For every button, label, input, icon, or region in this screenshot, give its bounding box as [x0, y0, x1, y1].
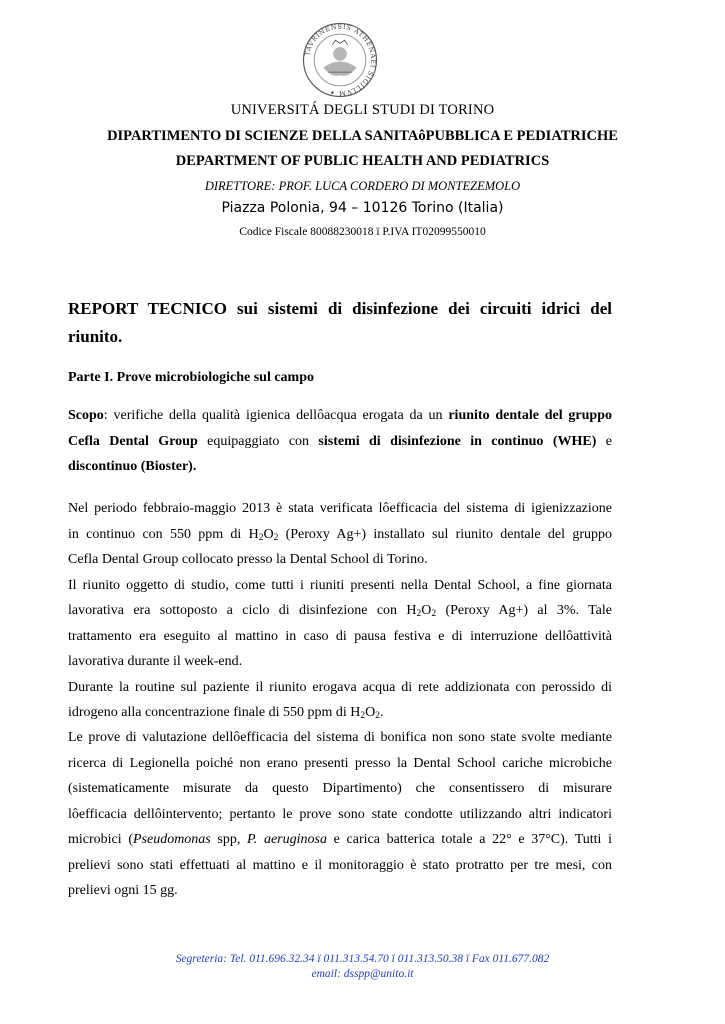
- subscript: 2: [416, 609, 422, 619]
- text-run: idrogeno alla concentrazione finale di 550 ppm di H: [68, 705, 361, 720]
- text-run: O: [365, 705, 376, 720]
- text-run: .: [379, 705, 384, 720]
- text-line: lavorativa durante il week-end.: [68, 654, 243, 669]
- italic-run: Pseudomonas: [132, 832, 211, 847]
- bold-run: discontinuo (Bioster).: [68, 459, 197, 474]
- text-line: [68, 522, 612, 548]
- paragraph-study-period: [68, 496, 612, 726]
- scope-line: [68, 403, 612, 429]
- italic-run: P. aeruginosa: [247, 832, 327, 847]
- text-line: prelievi ogni 15 gg.: [68, 883, 178, 898]
- university-seal-logo: [302, 22, 378, 98]
- fiscal-code-line: Codice Fiscale 80088230018 ï P.IVA IT02099550010: [239, 226, 486, 238]
- svg-text:TAVRINENSIS ATHENAEI SIGILLVM: TAVRINENSIS ATHENAEI SIGILLVM ✦: [303, 22, 378, 98]
- text-run: : verifiche della qualità igienica dellôacqua erogata da un: [103, 408, 449, 423]
- scope-line: [68, 429, 612, 455]
- text-run: e: [596, 433, 612, 449]
- text-run: O: [421, 603, 432, 618]
- text-line: Nel periodo febbraio-maggio 2013 è stata verificata lôefficacia del sistema di igienizzazione: [68, 501, 612, 516]
- text-run: O: [263, 526, 274, 542]
- text-line: (sistematicamente misurate da questo Dipartimento) che consentissero di misurare: [68, 781, 612, 796]
- text-run: microbici (: [68, 832, 133, 847]
- subscript: 2: [273, 532, 279, 543]
- text-run: lavorativa era sottoposto a ciclo di disinfezione con H: [68, 603, 417, 618]
- text-line: trattamento era eseguito al mattino in caso di pausa festiva e di interruzione dellôattività: [68, 628, 612, 644]
- section-heading: Parte I. Prove microbiologiche sul campo: [68, 370, 314, 385]
- text-line: [68, 700, 612, 726]
- subscript: 2: [431, 609, 437, 619]
- scope-line: [68, 454, 612, 480]
- bold-run: Cefla Dental Group: [68, 433, 198, 449]
- text-line: [68, 598, 612, 624]
- text-line: Le prove di valutazione dellôefficacia del sistema di bonifica non sono state svolte mediante: [68, 730, 612, 745]
- text-line: [68, 827, 612, 853]
- text-run: spp,: [210, 832, 248, 847]
- text-run: e carica batterica totale a 22° e 37°C). Tutti i: [326, 832, 613, 847]
- text-line: Cefla Dental Group collocato presso la Dental School di Torino.: [68, 552, 428, 567]
- report-title: REPORT TECNICO sui sistemi di disinfezione dei circuiti idrici del riunito.: [68, 299, 612, 346]
- text-line: Il riunito oggetto di studio, come tutti i riuniti presenti nella Dental School, a fine giornata: [68, 577, 612, 593]
- text-line: Durante la routine sul paziente il riunito erogava acqua di rete addizionata con perossido di: [68, 679, 612, 695]
- bold-run: riunito dentale del gruppo: [448, 408, 612, 423]
- footer-contacts: Segreteria: Tel. 011.696.32.34 ï 011.313.54.70 ï 011.313.50.38 ï Fax 011.677.082: [175, 953, 550, 965]
- subscript: 2: [258, 532, 264, 543]
- subscript: 2: [360, 711, 366, 721]
- paragraph-methods: [68, 725, 612, 904]
- director-line: DIRETTORE: PROF. LUCA CORDERO DI MONTEZEMOLO: [204, 179, 521, 193]
- text-run: (Peroxy Ag+) al 3%. Tale: [436, 603, 613, 618]
- scope-label: Scopo: [68, 408, 104, 423]
- text-line: lôefficacia dellôintervento; pertanto le prove sono state condotte utilizzando altri indicatori: [68, 806, 612, 822]
- text-run: (Peroxy Ag+) installato sul riunito dentale del gruppo: [278, 526, 612, 542]
- text-run: equipaggiato con: [197, 433, 319, 449]
- department-name-it: DIPARTIMENTO DI SCIENZE DELLA SANITAôPUBBLICA E PEDIATRICHE: [107, 128, 618, 144]
- bold-run: sistemi di disinfezione in continuo (WHE): [318, 433, 597, 449]
- address-line: Piazza Polonia, 94 – 10126 Torino (Italia): [221, 200, 504, 216]
- text-line: prelievi sono stati effettuati al mattino e il monitoraggio è stato protratto per tre mesi, con: [68, 857, 612, 873]
- department-name-en: DEPARTMENT OF PUBLIC HEALTH AND PEDIATRICS: [175, 153, 550, 169]
- subscript: 2: [375, 711, 380, 721]
- scope-paragraph: [68, 403, 612, 480]
- university-name: UNIVERSITÁ DEGLI STUDI DI TORINO: [230, 102, 495, 118]
- footer-email[interactable]: email: dsspp@unito.it: [311, 968, 414, 980]
- text-run: in continuo con 550 ppm di H: [68, 526, 259, 542]
- text-line: ricerca di Legionella poiché non erano presenti presso la Dental School cariche microbiche: [68, 755, 612, 771]
